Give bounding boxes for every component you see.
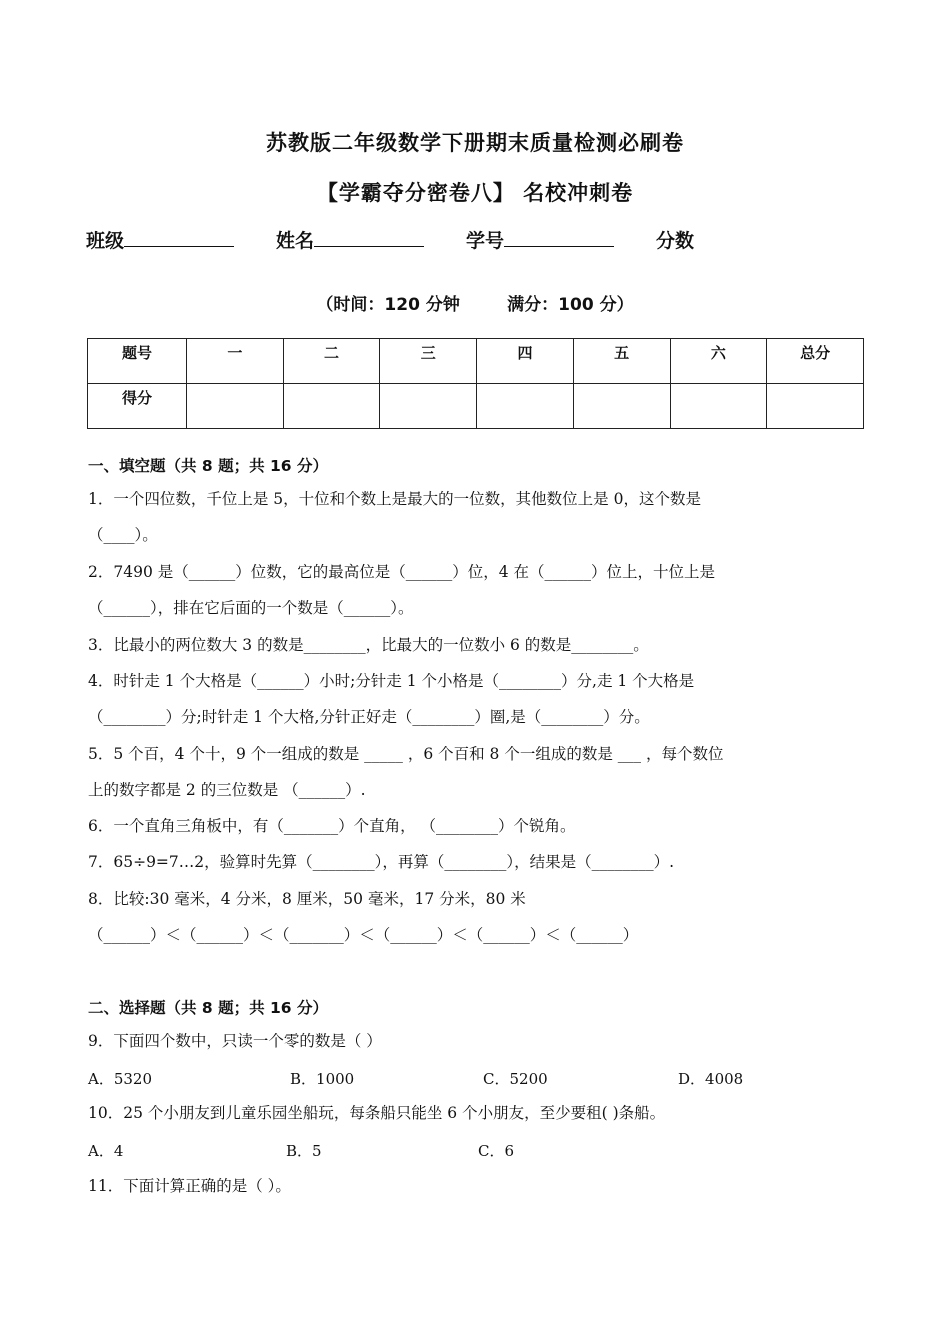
exam-title: 苏教版二年级数学下册期末质量检测必刷卷 (266, 131, 684, 155)
option-b[interactable]: B．1000 (290, 1070, 355, 1088)
question-11: 11．下面计算正确的是（ ）。 (88, 1177, 291, 1195)
question-1-line1: 1．一个四位数，千位上是 5，十位和个数上是最大的一位数，其他数位上是 0，这个数是 (88, 490, 701, 508)
score-cell[interactable] (187, 384, 284, 429)
question-2-line1: 2．7490 是（______）位数，它的最高位是（______）位，4 在（______）位上，十位上是 (88, 563, 716, 581)
question-4-line2: （________）分;时针走 1 个大格,分针正好走（________）圈,是（________）分。 (88, 708, 650, 726)
exam-subtitle: 【学霸夺分密卷八】 名校冲刺卷 (316, 181, 634, 205)
score-table-score-row (88, 384, 864, 429)
class-label: 班级 (86, 230, 125, 252)
option-c[interactable]: C．6 (478, 1142, 515, 1160)
header-cell: 四 (477, 339, 574, 384)
question-4-line1: 4．时针走 1 个大格是（______）小时;分针走 1 个小格是（________）分,走 1 个大格是 (88, 672, 695, 690)
row-label-cell: 得分 (88, 384, 187, 429)
header-cell: 一 (187, 339, 284, 384)
header-cell: 六 (670, 339, 767, 384)
question-3: 3．比最小的两位数大 3 的数是________，比最大的一位数小 6 的数是________。 (88, 636, 649, 654)
header-cell: 五 (573, 339, 670, 384)
time-score-line: （时间：120 分钟 满分：100 分） (316, 295, 634, 315)
option-a[interactable]: A．4 (88, 1142, 124, 1160)
score-cell[interactable] (573, 384, 670, 429)
option-c[interactable]: C．5200 (483, 1070, 548, 1088)
header-cell: 二 (283, 339, 380, 384)
question-9: 9．下面四个数中，只读一个零的数是（ ） (88, 1032, 382, 1050)
section1-heading: 一、填空题（共 8 题；共 16 分） (88, 457, 328, 475)
score-cell[interactable] (283, 384, 380, 429)
number-label: 学号 (466, 230, 505, 252)
class-field[interactable] (124, 226, 234, 247)
name-label: 姓名 (276, 230, 315, 252)
option-d[interactable]: D．4008 (678, 1070, 744, 1088)
section2-heading: 二、选择题（共 8 题；共 16 分） (88, 999, 328, 1017)
header-cell: 三 (380, 339, 477, 384)
option-a[interactable]: A．5320 (88, 1070, 153, 1088)
score-table (87, 338, 864, 429)
question-8-line1: 8．比较:30 毫米，4 分米，8 厘米，50 毫米，17 分米，80 米 (88, 890, 526, 908)
question-6: 6．一个直角三角板中，有（_______）个直角， （________）个锐角。 (88, 817, 576, 835)
score-label: 分数 (656, 230, 695, 252)
question-7: 7．65÷9=7…2，验算时先算（________），再算（________），结果是（________）. (88, 853, 675, 871)
question-5-line1: 5．5 个百，4 个十，9 个一组成的数是 _____ ，6 个百和 8 个一组成的数是 ___ ，每个数位 (88, 745, 724, 763)
option-b[interactable]: B．5 (286, 1142, 322, 1160)
question-2-line2: （______），排在它后面的一个数是（______）。 (88, 599, 414, 617)
score-table-header-row (88, 339, 864, 384)
question-10: 10．25 个小朋友到儿童乐园坐船玩，每条船只能坐 6 个小朋友，至少要租( )条船。 (88, 1104, 666, 1122)
question-1-line2: （____）。 (88, 526, 158, 544)
header-cell: 总分 (767, 339, 864, 384)
name-field[interactable] (314, 226, 424, 247)
question-8-line2: （______）＜（______）＜（_______）＜（______）＜（______）＜（______） (88, 926, 639, 944)
question-5-line2: 上的数字都是 2 的三位数是 （______）. (88, 781, 366, 799)
score-cell[interactable] (477, 384, 574, 429)
student-info-row (86, 226, 694, 253)
number-field[interactable] (504, 226, 614, 247)
header-cell: 题号 (88, 339, 187, 384)
score-cell[interactable] (670, 384, 767, 429)
score-cell[interactable] (380, 384, 477, 429)
score-cell[interactable] (767, 384, 864, 429)
